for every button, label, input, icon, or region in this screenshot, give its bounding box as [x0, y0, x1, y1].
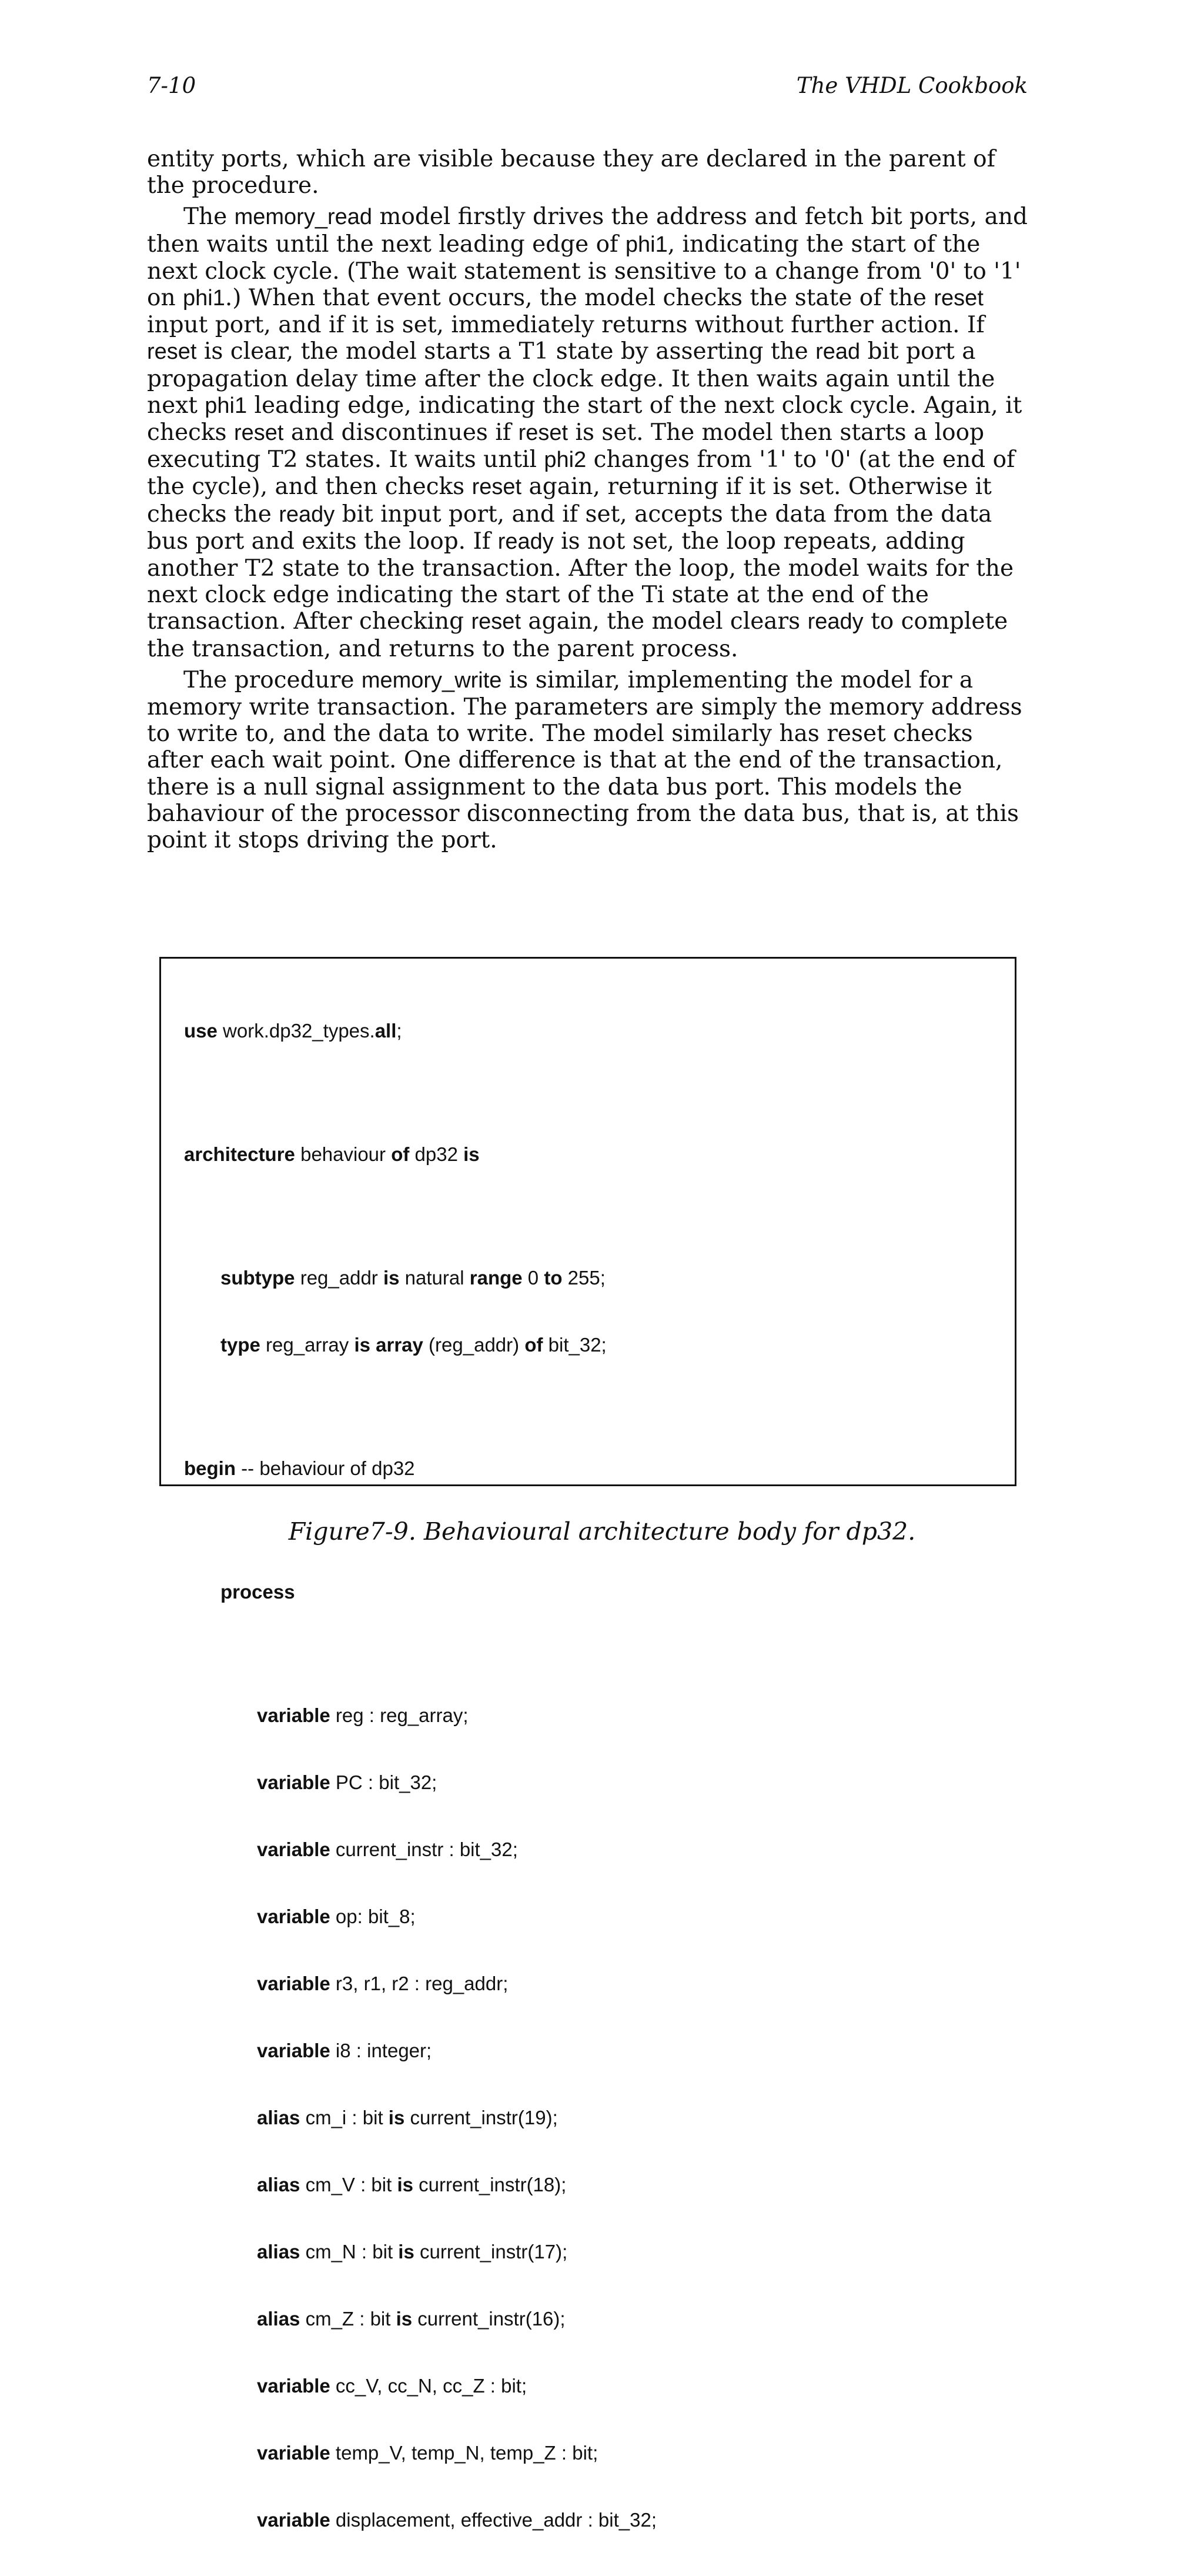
code-line: variable temp_V, temp_N, temp_Z : bit;	[257, 2442, 598, 2464]
identifier: ready	[807, 609, 864, 635]
page-number: 7-10	[147, 73, 196, 98]
code-line: type reg_array is array (reg_addr) of bit_32;	[220, 1334, 607, 1356]
book-title: The VHDL Cookbook	[796, 73, 1028, 98]
code-line: variable reg : reg_array;	[257, 1704, 469, 1726]
code-line: alias cm_N : bit is current_instr(17);	[257, 2241, 568, 2263]
code-line: variable displacement, effective_addr : bit_32;	[257, 2509, 657, 2531]
paragraph-3: The procedure memory_write is similar, implementing the model for a memory write transaction. The parameters are simply the memory address to write to, and the data to write. The model similarly has reset checks after each wait point. One difference is that at the end of the transaction, there is a null signal assignment to the data bus port. This models the bahaviour of the processor disconnecting from the data bus, that is, at this point it stops driving the port.	[147, 666, 1022, 854]
identifier: ready	[279, 502, 335, 527]
code-line: alias cm_V : bit is current_instr(18);	[257, 2174, 567, 2195]
identifier: phi1	[205, 393, 248, 418]
identifier: reset	[518, 421, 568, 446]
identifier: reset	[471, 609, 521, 635]
identifier: reset	[147, 339, 197, 365]
figure-caption: Figure7-9. Behavioural architecture body for dp32.	[288, 1517, 916, 1546]
identifier: phi1	[625, 232, 668, 257]
identifier: memory_write	[361, 668, 502, 693]
code-line: begin -- behaviour of dp32	[184, 1457, 415, 1479]
paragraph-2: The memory_read model firstly drives the address and fetch bit ports, and then waits until the next leading edge of phi1, indicating the start of the next clock cycle. (The wait statement is sensitive to a change from '0' to '1' on phi1.) When that event occurs, the model checks the state of the reset input port, and if it is set, immediately returns without further action. If reset is clear, the model starts a T1 state by asserting the read bit port a propagation delay time after the clock edge. It then waits again until the next phi1 leading edge, indicating the start of the next clock cycle. Again, it checks reset and discontinues if reset is set. The model then starts a loop executing T2 states. It waits until phi2 changes from '1' to '0' (at the end of the cycle), and then checks reset again, returning if it is set. Otherwise it checks the ready bit input port, and if set, accepts the data from the data bus port and exits the loop. If ready is not set, the loop repeats, adding another T2 state to the transaction. After the loop, the model waits for the next clock edge indicating the start of the Ti state at the end of the transaction. After checking reset again, the model clears ready to complete the transaction, and returns to the parent process.	[147, 203, 1028, 662]
code-line: subtype reg_addr is natural range 0 to 255;	[220, 1267, 606, 1289]
body-text	[147, 146, 1029, 858]
code-line: alias cm_Z : bit is current_instr(16);	[257, 2308, 566, 2330]
identifier: phi2	[544, 448, 587, 473]
identifier: phi1	[183, 286, 225, 311]
code-line: architecture behaviour of dp32 is	[184, 1143, 480, 1165]
code-line: alias cm_i : bit is current_instr(19);	[257, 2107, 558, 2128]
code-listing	[184, 975, 657, 2576]
code-line: use work.dp32_types.all;	[184, 1020, 402, 1042]
code-line: variable op: bit_8;	[257, 1906, 416, 1927]
identifier: reset	[233, 421, 284, 446]
code-line: variable i8 : integer;	[257, 2040, 432, 2061]
identifier: memory_read	[234, 205, 373, 230]
identifier: reset	[471, 475, 522, 500]
code-line: variable cc_V, cc_N, cc_Z : bit;	[257, 2375, 527, 2397]
code-line: process	[220, 1581, 295, 1603]
identifier: ready	[497, 529, 554, 554]
code-line: variable current_instr : bit_32;	[257, 1838, 518, 1860]
identifier: reset	[934, 286, 984, 311]
code-line: variable r3, r1, r2 : reg_addr;	[257, 1973, 509, 1994]
identifier: read	[815, 339, 861, 365]
paragraph-1: entity ports, which are visible because they are declared in the parent of the procedure.	[147, 146, 996, 199]
code-line: variable PC : bit_32;	[257, 1771, 437, 1793]
